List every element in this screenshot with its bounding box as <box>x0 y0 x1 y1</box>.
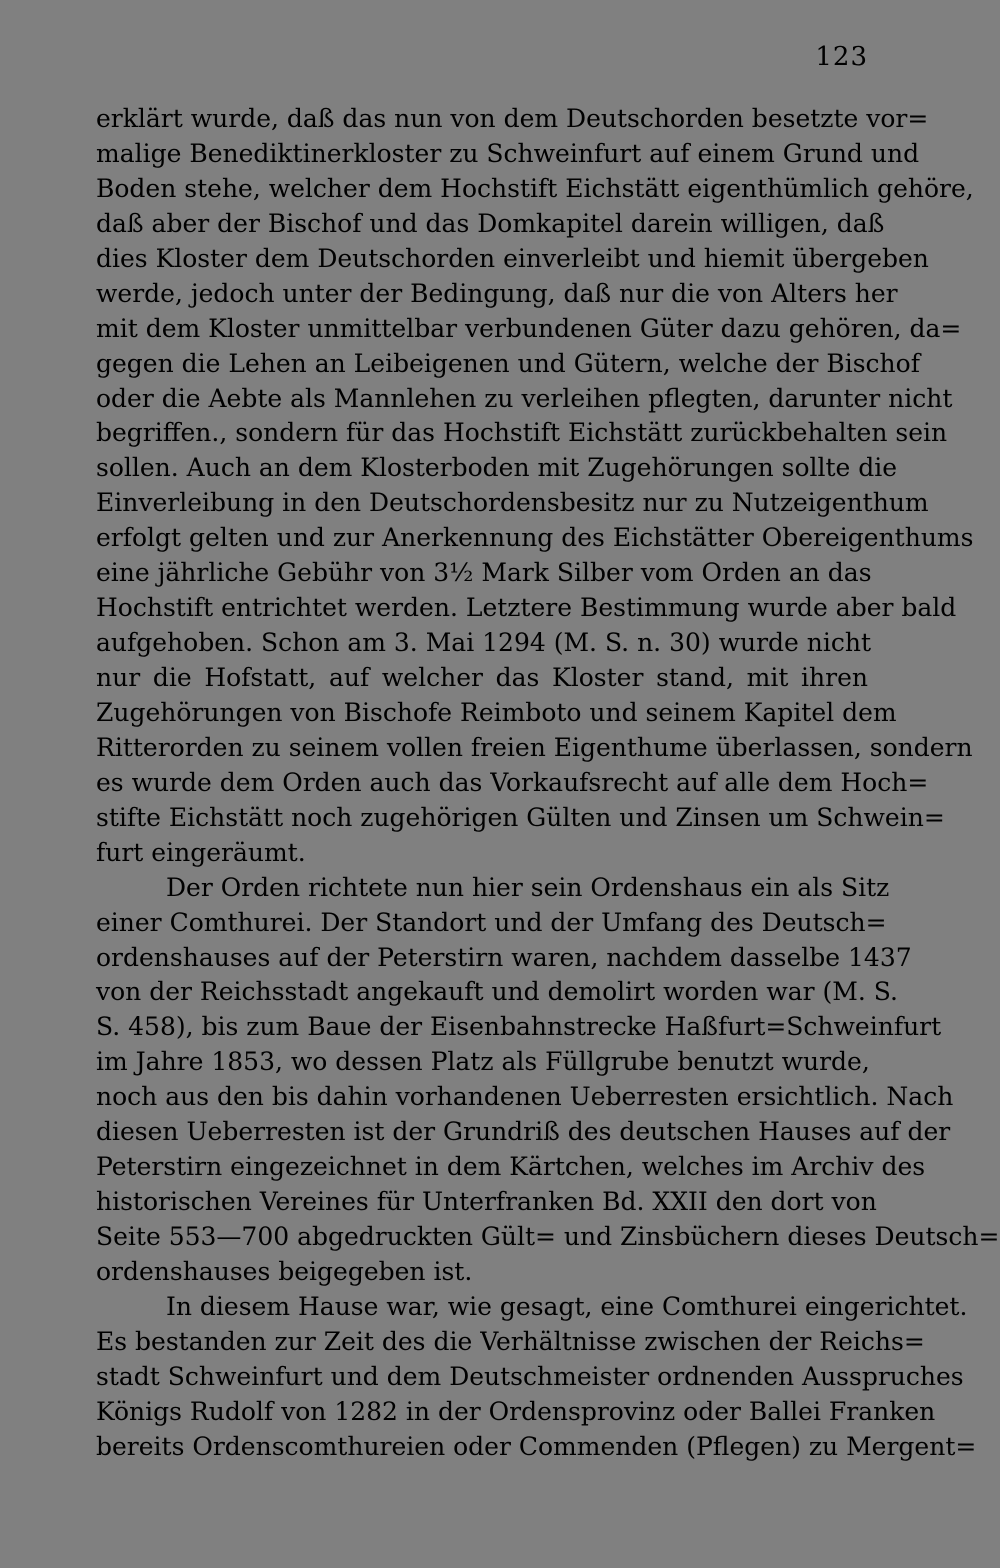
text-line: Zugehörungen von Bischofe Reimboto und seinem Kapitel dem <box>96 697 897 727</box>
text-line: Königs Rudolf von 1282 in der Ordensprovinz oder Ballei Franken <box>96 1396 936 1426</box>
text-line: Der Orden richtete nun hier sein Ordenshaus ein als Sitz <box>166 872 890 902</box>
text-line: gegen die Lehen an Leibeigenen und Gütern, welche der Bischof <box>96 348 920 378</box>
page-number: 123 <box>815 42 868 72</box>
text-line: im Jahre 1853, wo dessen Platz als Füllgrube benutzt wurde, <box>96 1047 870 1077</box>
text-line: daß aber der Bischof und das Domkapitel darein willigen, daß <box>96 208 885 238</box>
text-line: es wurde dem Orden auch das Vorkaufsrecht auf alle dem Hoch= <box>96 767 929 797</box>
text-line: oder die Aebte als Mannlehen zu verleihen pflegten, darunter nicht <box>96 383 953 413</box>
text-line: werde, jedoch unter der Bedingung, daß nur die von Alters her <box>96 278 898 308</box>
text-line: Boden stehe, welcher dem Hochstift Eichstätt eigenthümlich gehöre, <box>96 173 974 203</box>
text-line: S. 458), bis zum Baue der Eisenbahnstrecke Haßfurt=Schweinfurt <box>96 1012 942 1042</box>
text-line: aufgehoben. Schon am 3. Mai 1294 (M. S. n. 30) wurde nicht <box>96 628 872 658</box>
text-line: erfolgt gelten und zur Anerkennung des Eichstätter Obereigenthums <box>96 523 974 553</box>
text-line: diesen Ueberresten ist der Grundriß des deutschen Hauses auf der <box>96 1117 951 1147</box>
text-line: furt eingeräumt. <box>96 837 306 867</box>
book-page <box>96 40 1000 1520</box>
text-line: ordenshauses beigegeben ist. <box>96 1256 473 1286</box>
text-line: begriffen., sondern für das Hochstift Eichstätt zurückbehalten sein <box>96 418 948 448</box>
text-line: dies Kloster dem Deutschorden einverleibt und hiemit übergeben <box>96 243 929 273</box>
text-line: sollen. Auch an dem Klosterboden mit Zugehörungen sollte die <box>96 453 898 483</box>
text-line: ordenshauses auf der Peterstirn waren, nachdem dasselbe 1437 <box>96 942 912 972</box>
text-line: noch aus den bis dahin vorhandenen Ueberresten ersichtlich. Nach <box>96 1082 954 1112</box>
text-line: malige Benediktinerkloster zu Schweinfurt auf einem Grund und <box>96 138 920 168</box>
text-line: einer Comthurei. Der Standort und der Umfang des Deutsch= <box>96 907 887 937</box>
text-line: Peterstirn eingezeichnet in dem Kärtchen, welches im Archiv des <box>96 1152 926 1182</box>
text-line: Es bestanden zur Zeit des die Verhältnisse zwischen der Reichs= <box>96 1326 925 1356</box>
text-line: Seite 553—700 abgedruckten Gült= und Zinsbüchern dieses Deutsch= <box>96 1222 1000 1251</box>
text-line: Ritterorden zu seinem vollen freien Eigenthume überlassen, sondern <box>96 732 973 762</box>
text-line: In diesem Hause war, wie gesagt, eine Comthurei eingerichtet. <box>166 1291 968 1321</box>
text-line: eine jährliche Gebühr von 3½ Mark Silber vom Orden an das <box>96 558 872 588</box>
body-text <box>96 102 1000 1465</box>
text-line: historischen Vereines für Unterfranken Bd. XXII den dort von <box>96 1187 877 1217</box>
text-line: nur die Hofstatt, auf welcher das Kloster stand, mit ihren <box>96 663 868 692</box>
text-line: mit dem Kloster unmittelbar verbundenen Güter dazu gehören, da= <box>96 313 962 343</box>
text-line: Hochstift entrichtet werden. Letztere Bestimmung wurde aber bald <box>96 593 957 623</box>
text-line: erklärt wurde, daß das nun von dem Deutschorden besetzte vor= <box>96 104 929 133</box>
text-line: Einverleibung in den Deutschordensbesitz nur zu Nutzeigenthum <box>96 488 929 518</box>
text-line: von der Reichsstadt angekauft und demolirt worden war (M. S. <box>96 977 898 1007</box>
text-line: bereits Ordenscomthureien oder Commenden (Pflegen) zu Mergent= <box>96 1431 977 1461</box>
text-line: stifte Eichstätt noch zugehörigen Gülten und Zinsen um Schwein= <box>96 802 945 832</box>
text-line: stadt Schweinfurt und dem Deutschmeister ordnenden Ausspruches <box>96 1361 964 1391</box>
